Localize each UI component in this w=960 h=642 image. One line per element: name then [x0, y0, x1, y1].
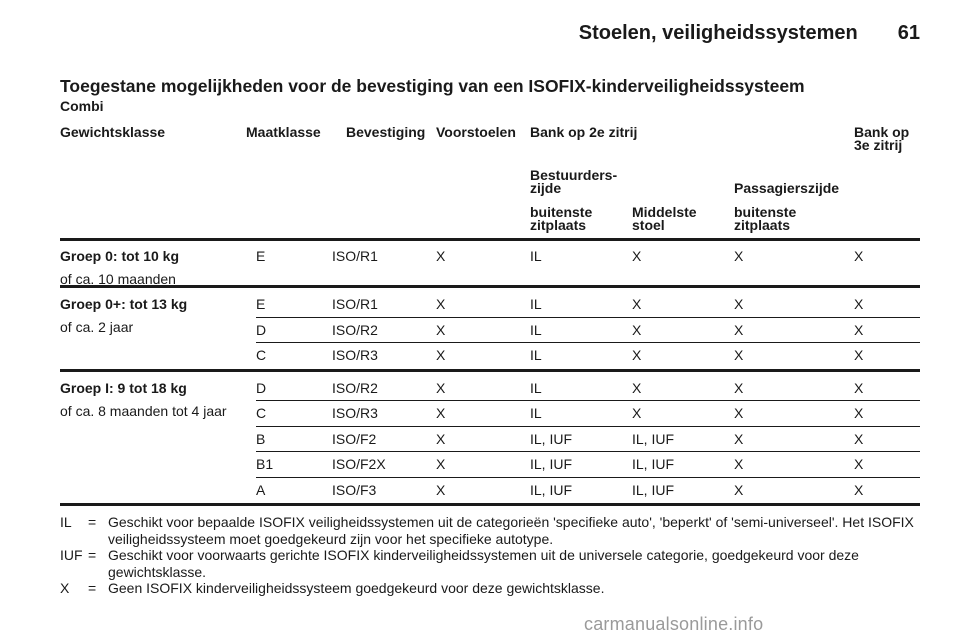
row-rule — [256, 342, 920, 343]
legend-text: Geschikt voor bepaalde ISOFIX veiligheidssystemen uit de categorieën 'specifieke auto', 'beperkt' of 'semi-universeel'. Het ISOFIX veiligheidssysteem moet goedgekeurd zijn voor het specifieke autotype. — [108, 514, 914, 547]
row-rule — [256, 451, 920, 452]
group-name: Groep I: 9 tot 18 kg — [60, 379, 187, 396]
cell-size-class: E — [256, 296, 266, 312]
cell-outer-seat-driver: IL — [530, 379, 542, 396]
cell-front-seats: X — [436, 481, 446, 498]
cell-outer-seat-passenger: X — [734, 321, 744, 338]
cell-front-seats: X — [436, 321, 446, 338]
cell-size-class: B — [256, 430, 266, 447]
cell-third-row: X — [854, 405, 864, 421]
group-rule — [60, 285, 920, 288]
legend-item-x — [60, 580, 922, 597]
cell-front-seats: X — [436, 296, 446, 312]
cell-third-row: X — [854, 430, 864, 447]
group-rule — [60, 369, 920, 372]
row-rule — [256, 477, 920, 478]
page-number: 61 — [897, 21, 920, 44]
header-passenger-side: Passagierszijde — [734, 180, 840, 196]
cell-middle-seat: X — [632, 321, 642, 338]
group-note: of ca. 2 jaar — [60, 319, 134, 335]
cell-outer-seat-passenger: X — [734, 405, 744, 421]
header-outer-seat-driver-line1: buitenste — [530, 204, 593, 220]
cell-third-row: X — [854, 481, 864, 498]
group-note: of ca. 10 maanden — [60, 271, 176, 287]
cell-outer-seat-passenger: X — [734, 430, 744, 447]
group-name: Groep 0: tot 10 kg — [60, 248, 180, 264]
group-name: Groep 0+: tot 13 kg — [60, 296, 188, 312]
row-rule — [256, 400, 920, 401]
cell-mounting: ISO/R1 — [332, 248, 378, 264]
legend-item-il — [60, 514, 922, 547]
cell-third-row: X — [854, 248, 864, 264]
header-front-seats: Voorstoelen — [436, 124, 516, 140]
cell-middle-seat: X — [632, 296, 642, 312]
header-weight: Gewichtsklasse — [60, 124, 166, 140]
cell-third-row: X — [854, 296, 864, 312]
cell-mounting: ISO/R3 — [332, 347, 378, 363]
header-outer-seat-driver-line2: zitplaats — [530, 217, 587, 233]
cell-outer-seat-driver: IL, IUF — [530, 481, 573, 498]
cell-third-row: X — [854, 321, 864, 338]
cell-outer-seat-passenger: X — [734, 248, 744, 264]
header-third-row-line2: 3e zitrij — [854, 137, 903, 153]
cell-middle-seat: IL, IUF — [632, 430, 675, 447]
header-driver-side-line2: zijde — [530, 180, 562, 196]
cell-mounting: ISO/F3 — [332, 481, 377, 498]
cell-outer-seat-passenger: X — [734, 481, 744, 498]
legend-equals: = — [88, 547, 97, 563]
cell-size-class: A — [256, 481, 266, 498]
cell-size-class: B1 — [256, 456, 274, 472]
header-third-row-line1: Bank op — [854, 124, 910, 140]
cell-outer-seat-driver: IL — [530, 405, 542, 421]
cell-outer-seat-driver: IL, IUF — [530, 456, 573, 472]
cell-size-class: E — [256, 248, 266, 264]
cell-third-row: X — [854, 456, 864, 472]
cell-front-seats: X — [436, 430, 446, 447]
header-outer-seat-passenger — [734, 206, 796, 232]
cell-mounting: ISO/R3 — [332, 405, 378, 421]
cell-middle-seat: IL, IUF — [632, 481, 675, 498]
cell-front-seats: X — [436, 248, 446, 264]
header-driver-side — [530, 169, 617, 195]
row-rule — [256, 317, 920, 318]
header-second-row: Bank op 2e zitrij — [530, 124, 638, 140]
legend — [60, 514, 922, 597]
header-outer-seat-passenger-line1: buitenste — [734, 204, 797, 220]
group-note: of ca. 8 maanden tot 4 jaar — [60, 402, 227, 419]
legend-term: IL — [60, 514, 72, 530]
cell-middle-seat: X — [632, 379, 642, 396]
cell-front-seats: X — [436, 405, 446, 421]
cell-middle-seat: IL, IUF — [632, 456, 675, 472]
cell-outer-seat-driver: IL — [530, 248, 542, 264]
header-rule — [60, 238, 920, 241]
header-driver-side-line1: Bestuurders- — [530, 167, 618, 183]
cell-mounting: ISO/R2 — [332, 321, 378, 338]
cell-middle-seat: X — [632, 405, 642, 421]
cell-size-class: C — [256, 347, 267, 363]
cell-third-row: X — [854, 347, 864, 363]
header-size: Maatklasse — [246, 124, 321, 140]
cell-mounting: ISO/R2 — [332, 379, 378, 396]
cell-outer-seat-passenger: X — [734, 379, 744, 396]
watermark: carmanualsonline.info — [584, 614, 764, 634]
section-subtitle: Combi — [60, 98, 104, 114]
cell-outer-seat-passenger: X — [734, 296, 744, 312]
cell-mounting: ISO/F2 — [332, 430, 377, 447]
cell-middle-seat: X — [632, 248, 642, 264]
cell-front-seats: X — [436, 456, 446, 472]
cell-outer-seat-driver: IL — [530, 296, 542, 312]
cell-size-class: C — [256, 405, 267, 421]
legend-equals: = — [88, 580, 97, 596]
cell-front-seats: X — [436, 379, 446, 396]
page-header — [60, 18, 920, 48]
header-third-row — [854, 126, 909, 152]
group-rule — [60, 503, 920, 506]
cell-front-seats: X — [436, 347, 446, 363]
section-title: Toegestane mogelijkheden voor de bevestiging van een ISOFIX-kinderveiligheidssysteem — [60, 76, 805, 96]
header-middle-seat-line2: stoel — [632, 217, 665, 233]
cell-outer-seat-driver: IL — [530, 321, 542, 338]
cell-outer-seat-passenger: X — [734, 347, 744, 363]
cell-mounting: ISO/R1 — [332, 296, 378, 312]
legend-text: Geschikt voor voorwaarts gerichte ISOFIX kinderveiligheidssystemen uit de universele categorie, goedgekeurd voor deze gewichtsklasse. — [108, 547, 859, 580]
cell-outer-seat-driver: IL, IUF — [530, 430, 573, 447]
legend-term: IUF — [60, 547, 83, 563]
cell-size-class: D — [256, 321, 267, 338]
header-middle-seat-line1: Middelste — [632, 204, 697, 220]
header-outer-seat-driver — [530, 206, 592, 232]
legend-term: X — [60, 580, 70, 596]
cell-outer-seat-driver: IL — [530, 347, 542, 363]
cell-third-row: X — [854, 379, 864, 396]
cell-middle-seat: X — [632, 347, 642, 363]
cell-mounting: ISO/F2X — [332, 456, 386, 472]
page-title: Stoelen, veiligheidssystemen — [578, 21, 858, 44]
cell-size-class: D — [256, 379, 267, 396]
header-middle-seat — [632, 206, 697, 232]
row-rule — [256, 426, 920, 427]
cell-outer-seat-passenger: X — [734, 456, 744, 472]
legend-text: Geen ISOFIX kinderveiligheidssysteem goedgekeurd voor deze gewichtsklasse. — [108, 580, 605, 596]
header-outer-seat-passenger-line2: zitplaats — [734, 217, 791, 233]
legend-equals: = — [88, 514, 97, 530]
legend-item-iuf — [60, 547, 922, 580]
header-mounting: Bevestiging — [346, 124, 426, 140]
